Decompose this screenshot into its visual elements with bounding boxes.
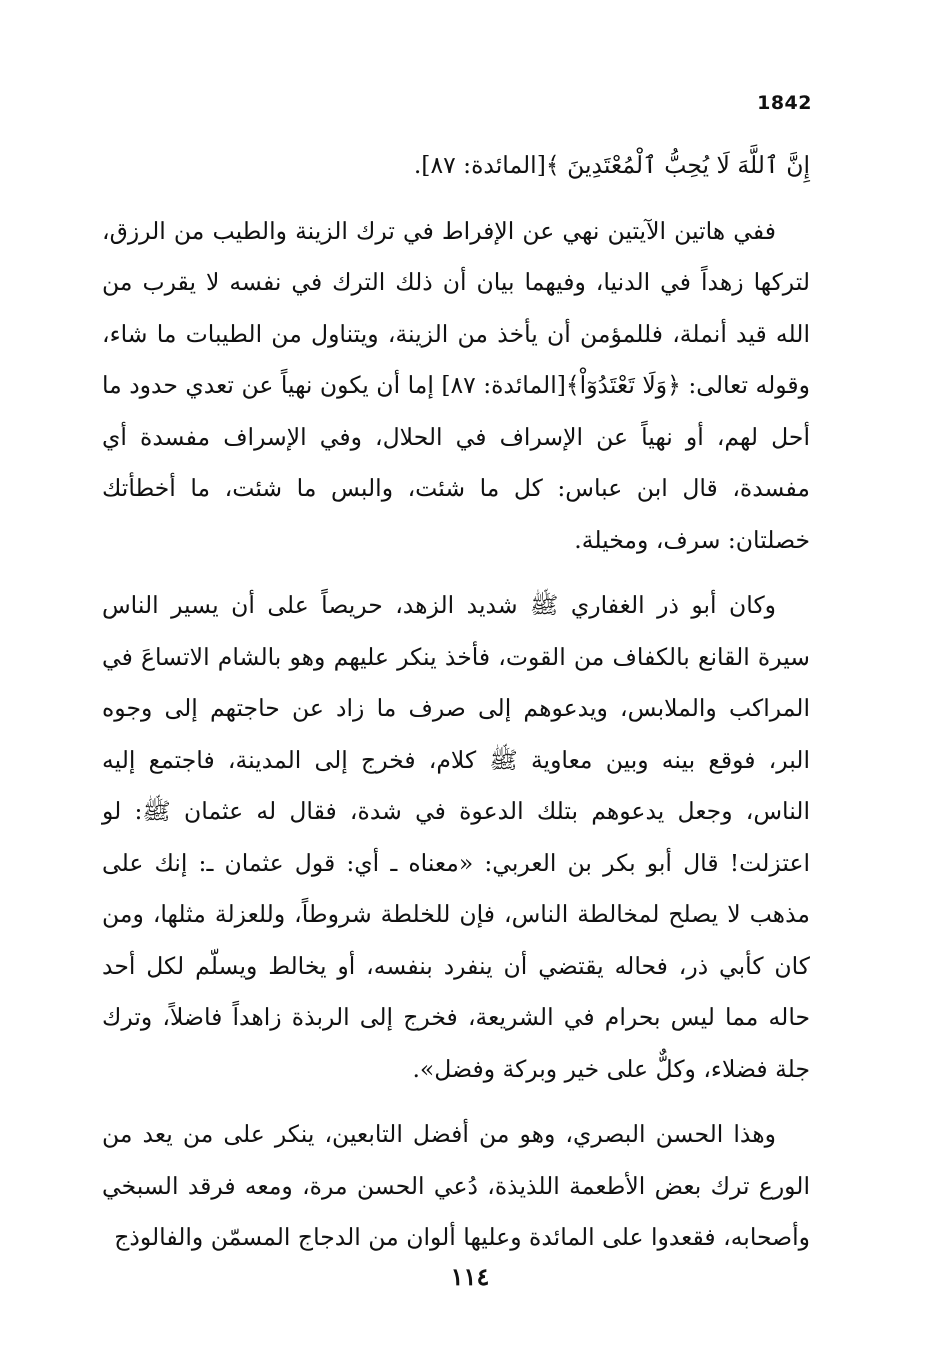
page-id-number: 1842 — [757, 92, 812, 114]
page-number: ١١٤ — [450, 1262, 490, 1291]
paragraph-2: وكان أبو ذر الغفاري ﷺ شديد الزهد، حريصاً على أن يسير الناس سيرة القانع بالكفاف من القوت، فأخذ ينكر عليهم وهو بالشام الاتساعَ في المراكب والملابس، ويدعوهم إلى صرف ما زاد عن حاجتهم إلى وجوه البر، فوقع بينه وبين معاوية ﷺ كلام، فخرج إلى المدينة، فاجتمع إليه الناس، وجعل يدعوهم بتلك الدعوة في شدة، فقال له عثمان ﷺ: لو اعتزلت! قال أبو بكر بن العربي: «معناه ـ أي: قول عثمان ـ: إنك على مذهب لا يصلح لمخالطة الناس، فإن للخلطة شروطاً، وللعزلة مثلها، ومن كان كأبي ذر، فحاله يقتضي أن ينفرد بنفسه، أو يخالط ويسلّم لكل أحد حاله مما ليس بحرام في الشريعة، فخرج إلى الربذة زاهداً فاضلاً، وترك جلة فضلاء، وكلٌّ على خير وبركة وفضل». — [102, 591, 810, 1083]
page-body — [102, 140, 810, 1264]
paragraph-3: وهذا الحسن البصري، وهو من أفضل التابعين، ينكر على من يعد من الورع ترك بعض الأطعمة اللذيذة، دُعي الحسن مرة، ومعه فرقد السبخي وأصحابه، فقعدوا على المائدة وعليها ألوان من الدجاج المسمّن والفالوذج — [102, 1120, 810, 1251]
paragraph-1: ففي هاتين الآيتين نهي عن الإفراط في ترك الزينة والطيب من الرزق، لتركها زهداً في الدنيا، وفيهما بيان أن ذلك الترك في نفسه لا يقرب من الله قيد أنملة، فللمؤمن أن يأخذ من الزينة، ويتناول من الطيبات ما شاء، وقوله تعالى: ﴿وَلَا تَعْتَدُوٓاْ﴾[المائدة: ٨٧] إما أن يكون نهياً عن تعدي حدود ما أحل لهم، أو نهياً عن الإسراف في الحلال، وفي الإسراف مفسدة أي مفسدة، قال ابن عباس: كل ما شئت، والبس ما شئت، ما أخطأتك خصلتان: سرف، ومخيلة. — [102, 216, 810, 554]
verse-line: إِنَّ ٱللَّهَ لَا يُحِبُّ ٱلْمُعْتَدِينَ ﴾[المائدة: ٨٧]. — [413, 151, 810, 179]
